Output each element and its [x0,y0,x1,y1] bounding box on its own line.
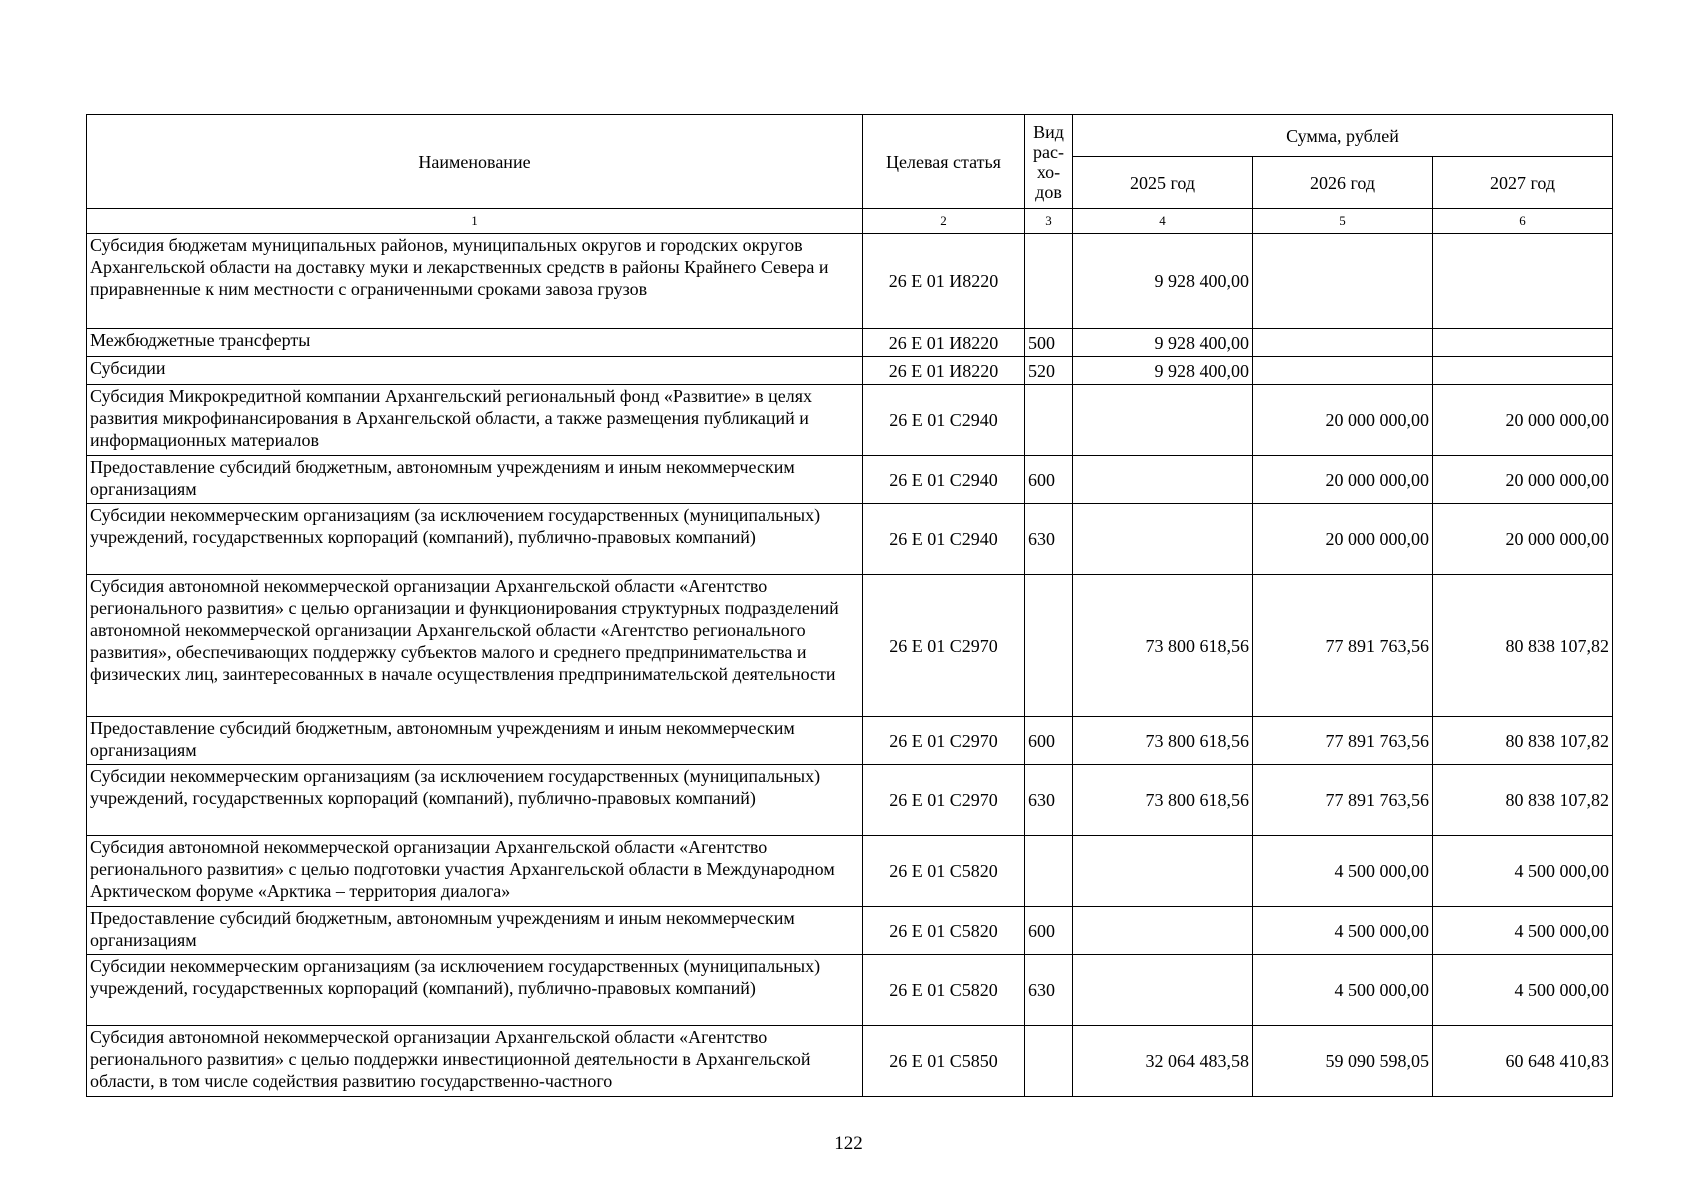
row-amount-2025: 73 800 618,56 [1073,575,1253,717]
row-expense-type: 630 [1025,765,1073,836]
page-number: 122 [834,1133,863,1154]
row-name: Субсидия автономной некоммерческой организации Архангельской области «Агентство регионального развития» с целью организации и функционирования структурных подразделений автономной некоммерческой организации Архангельской области «Агентство регионального развития», обеспечивающих поддержку субъектов малого и среднего предпринимательства и физических лиц, заинтересованных в начале осуществления предпринимательской деятельности [87,575,863,717]
row-amount-2025 [1073,836,1253,907]
row-expense-type: 630 [1025,955,1073,1026]
row-amount-2026: 4 500 000,00 [1253,836,1433,907]
row-name: Субсидии некоммерческим организациям (за исключением государственных (муниципальных) учреждений, государственных корпораций (компаний), публично-правовых компаний) [87,955,863,1026]
row-target-article: 26 Е 01 И8220 [863,234,1025,329]
row-expense-type: 600 [1025,907,1073,955]
table-row [87,234,1613,329]
row-name: Субсидия бюджетам муниципальных районов, муниципальных округов и городских округов Архангельской области на доставку муки и лекарственных средств в районы Крайнего Севера и приравненные к ним местности с ограниченными сроками завоза грузов [87,234,863,329]
row-amount-2027: 80 838 107,82 [1433,765,1613,836]
row-amount-2025 [1073,907,1253,955]
row-target-article: 26 Е 01 С5820 [863,836,1025,907]
row-target-article: 26 Е 01 С2940 [863,385,1025,456]
budget-table [86,114,1613,1097]
column-number: 6 [1433,209,1613,234]
row-amount-2025 [1073,456,1253,504]
row-amount-2027: 4 500 000,00 [1433,836,1613,907]
row-target-article: 26 Е 01 С5820 [863,955,1025,1026]
row-target-article: 26 Е 01 С2940 [863,504,1025,575]
row-target-article: 26 Е 01 И8220 [863,329,1025,357]
row-amount-2027: 4 500 000,00 [1433,955,1613,1026]
row-amount-2027: 4 500 000,00 [1433,907,1613,955]
table-row [87,357,1613,385]
row-amount-2026: 20 000 000,00 [1253,456,1433,504]
row-name: Субсидия автономной некоммерческой организации Архангельской области «Агентство регионального развития» с целью поддержки инвестиционной деятельности в Архангельской области, в том числе содействия развитию государственно-частного [87,1026,863,1097]
column-number: 1 [87,209,863,234]
row-target-article: 26 Е 01 С2940 [863,456,1025,504]
row-expense-type: 630 [1025,504,1073,575]
row-amount-2025: 9 928 400,00 [1073,329,1253,357]
row-amount-2027: 80 838 107,82 [1433,717,1613,765]
row-amount-2026 [1253,329,1433,357]
row-amount-2027 [1433,357,1613,385]
row-name: Субсидии некоммерческим организациям (за исключением государственных (муниципальных) учреждений, государственных корпораций (компаний), публично-правовых компаний) [87,765,863,836]
row-amount-2025: 9 928 400,00 [1073,234,1253,329]
row-amount-2026 [1253,234,1433,329]
table-row [87,329,1613,357]
row-amount-2026: 20 000 000,00 [1253,504,1433,575]
row-expense-type: 520 [1025,357,1073,385]
row-name: Предоставление субсидий бюджетным, автономным учреждениям и иным некоммерческим организациям [87,717,863,765]
column-number: 3 [1025,209,1073,234]
row-amount-2026: 59 090 598,05 [1253,1026,1433,1097]
row-expense-type: 600 [1025,717,1073,765]
row-target-article: 26 Е 01 С2970 [863,575,1025,717]
table-row [87,717,1613,765]
row-amount-2026: 4 500 000,00 [1253,955,1433,1026]
row-expense-type [1025,234,1073,329]
row-expense-type [1025,385,1073,456]
row-expense-type [1025,575,1073,717]
row-amount-2026: 20 000 000,00 [1253,385,1433,456]
row-expense-type [1025,1026,1073,1097]
row-amount-2025 [1073,385,1253,456]
row-expense-type: 600 [1025,456,1073,504]
table-row [87,955,1613,1026]
row-amount-2026: 77 891 763,56 [1253,575,1433,717]
row-amount-2026: 4 500 000,00 [1253,907,1433,955]
header-name: Наименование [87,115,863,209]
header-year-2026: 2026 год [1253,157,1433,209]
row-amount-2025: 73 800 618,56 [1073,765,1253,836]
row-name: Предоставление субсидий бюджетным, автономным учреждениям и иным некоммерческим организациям [87,907,863,955]
row-target-article: 26 Е 01 С2970 [863,765,1025,836]
row-amount-2025: 32 064 483,58 [1073,1026,1253,1097]
row-amount-2027: 60 648 410,83 [1433,1026,1613,1097]
column-number: 5 [1253,209,1433,234]
row-amount-2027: 20 000 000,00 [1433,385,1613,456]
table-row [87,1026,1613,1097]
table-row [87,504,1613,575]
row-amount-2026: 77 891 763,56 [1253,717,1433,765]
row-amount-2027: 20 000 000,00 [1433,456,1613,504]
column-number: 4 [1073,209,1253,234]
row-amount-2027: 20 000 000,00 [1433,504,1613,575]
row-target-article: 26 Е 01 С2970 [863,717,1025,765]
table-row [87,836,1613,907]
header-expense-type: Вид рас- хо- дов [1025,115,1073,209]
row-amount-2025 [1073,955,1253,1026]
row-expense-type [1025,836,1073,907]
row-amount-2026: 77 891 763,56 [1253,765,1433,836]
row-amount-2027 [1433,329,1613,357]
row-target-article: 26 Е 01 С5820 [863,907,1025,955]
table-row [87,907,1613,955]
row-amount-2025: 73 800 618,56 [1073,717,1253,765]
table-row [87,575,1613,717]
row-amount-2027: 80 838 107,82 [1433,575,1613,717]
header-sum: Сумма, рублей [1073,115,1613,157]
row-amount-2025 [1073,504,1253,575]
row-expense-type: 500 [1025,329,1073,357]
row-name: Субсидии [87,357,863,385]
column-number-row [87,209,1613,234]
column-number: 2 [863,209,1025,234]
row-amount-2026 [1253,357,1433,385]
header-target-article: Целевая статья [863,115,1025,209]
row-target-article: 26 Е 01 С5850 [863,1026,1025,1097]
row-amount-2025: 9 928 400,00 [1073,357,1253,385]
row-amount-2027 [1433,234,1613,329]
row-name: Субсидии некоммерческим организациям (за исключением государственных (муниципальных) учреждений, государственных корпораций (компаний), публично-правовых компаний) [87,504,863,575]
header-year-2025: 2025 год [1073,157,1253,209]
table-row [87,765,1613,836]
row-name: Межбюджетные трансферты [87,329,863,357]
table-row [87,385,1613,456]
row-name: Субсидия автономной некоммерческой организации Архангельской области «Агентство регионального развития» с целью подготовки участия Архангельской области в Международном Арктическом форуме «Арктика – территория диалога» [87,836,863,907]
row-target-article: 26 Е 01 И8220 [863,357,1025,385]
row-name: Субсидия Микрокредитной компании Архангельский региональный фонд «Развитие» в целях развития микрофинансирования в Архангельской области, а также размещения публикаций и информационных материалов [87,385,863,456]
table-row [87,456,1613,504]
header-year-2027: 2027 год [1433,157,1613,209]
row-name: Предоставление субсидий бюджетным, автономным учреждениям и иным некоммерческим организациям [87,456,863,504]
